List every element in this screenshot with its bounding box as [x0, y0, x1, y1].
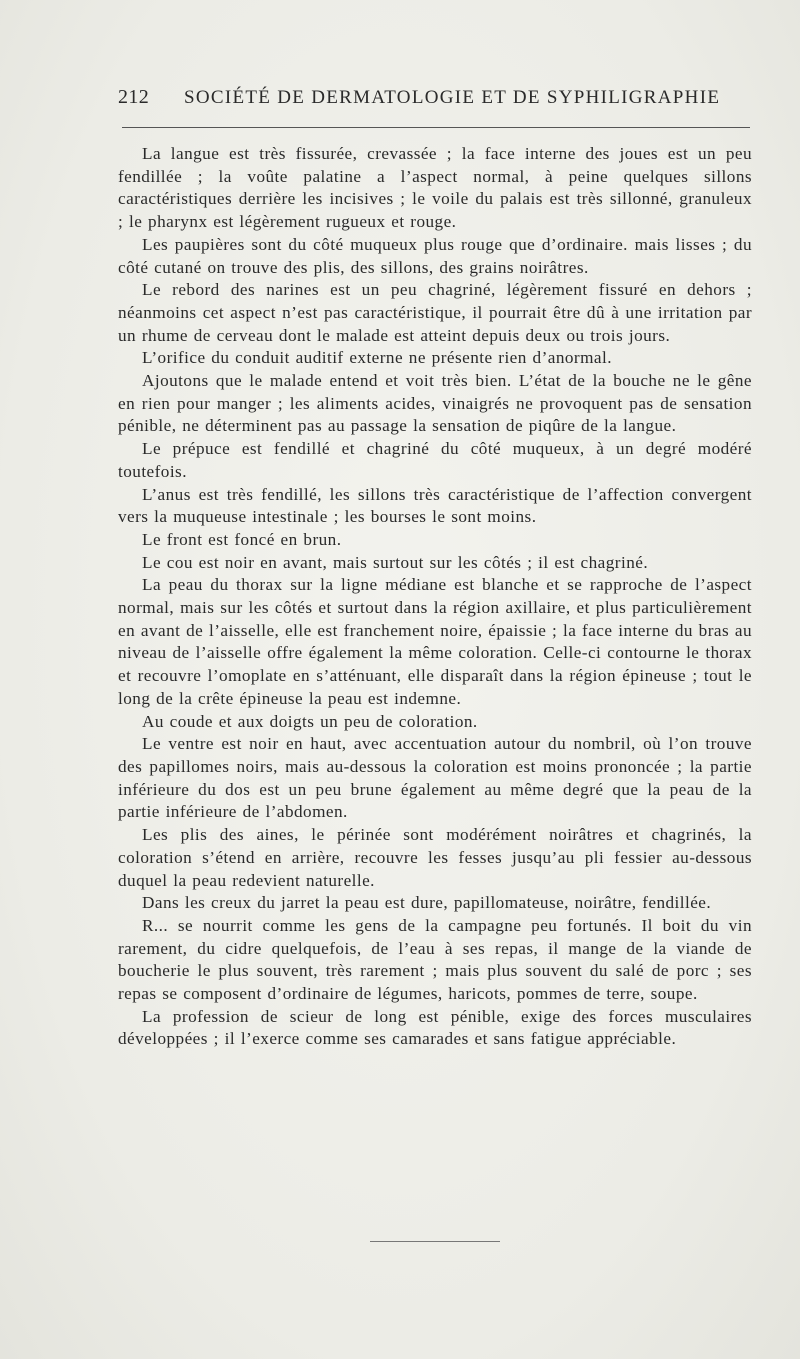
paragraph: Le rebord des narines est un peu chagriné, légèrement fissuré en dehors ; néanmoins cet aspect n’est pas caractéristique, il pourrait être dû à une irritation par un rhume de cerveau dont le malade est atteint depuis deux ou trois jours.	[118, 280, 752, 345]
paragraph: Les plis des aines, le périnée sont modérément noirâtres et chagrinés, la coloration s’étend en arrière, recouvre les fesses jusqu’au pli fessier au-dessous duquel la peau redevient naturelle.	[118, 825, 752, 890]
paragraph: Les paupières sont du côté muqueux plus rouge que d’ordinaire. mais lisses ; du côté cutané on trouve des plis, des sillons, des grains noirâtres.	[118, 234, 752, 277]
paragraph: La langue est très fissurée, crevassée ; la face interne des joues est un peu fendillée ; la voûte palatine a l’aspect normal, à peine quelques sillons caractéristiques derrière les incisives ; le voile du palais est très sillonné, granuleux ; le pharynx est légèrement rugueux et rouge.	[118, 144, 752, 232]
running-title: SOCIÉTÉ DE DERMATOLOGIE ET DE SYPHILIGRAPHIE	[184, 87, 721, 108]
paragraph: La peau du thorax sur la ligne médiane est blanche et se rapproche de l’aspect normal, mais sur les côtés et surtout dans la région axillaire, et plus particulièrement en avant de l’aisselle, elle est franchement noire, épaissie ; la face interne du bras au niveau de l’aisselle offre également la même coloration. Celle-ci contourne le thorax et recouvre l’omoplate en s’atténuant, elle disparaît dans la région épineuse ; tout le long de la crête épineuse la peau est indemne.	[118, 575, 752, 708]
paragraph: La profession de scieur de long est pénible, exige des forces musculaires développées ; il l’exerce comme ses camarades et sans fatigue appréciable.	[118, 1006, 752, 1049]
body-text	[118, 143, 752, 1051]
paragraph: L’orifice du conduit auditif externe ne présente rien d’anormal.	[142, 348, 612, 368]
paragraph: Le cou est noir en avant, mais surtout sur les côtés ; il est chagriné.	[142, 552, 649, 572]
header-rule	[122, 127, 750, 128]
paragraph: Le ventre est noir en haut, avec accentuation autour du nombril, où l’on trouve des papillomes noirs, mais au-dessous la coloration est moins prononcée ; la partie inférieure du dos est un peu brune également au même degré que la peau de la partie inférieure de l’abdomen.	[118, 734, 752, 822]
paragraph: Ajoutons que le malade entend et voit très bien. L’état de la bouche ne le gêne en rien pour manger ; les aliments acides, vinaigrés ne provoquent pas de sensation pénible, ne déterminent pas au passage la sensation de piqûre de la langue.	[118, 371, 752, 436]
paragraph: R... se nourrit comme les gens de la campagne peu fortunés. Il boit du vin rarement, du cidre quelquefois, de l’eau à ses repas, il mange de la viande de boucherie le plus souvent, très rarement ; mais plus souvent du salé de porc ; ses repas se composent d’ordinaire de légumes, haricots, pommes de terre, soupe.	[118, 915, 752, 1004]
paragraph: Le front est foncé en brun.	[142, 529, 342, 549]
page-number: 212	[118, 86, 150, 108]
paragraph: Au coude et aux doigts un peu de coloration.	[142, 711, 478, 731]
paragraph: L’anus est très fendillé, les sillons très caractéristique de l’affection convergent vers la muqueuse intestinale ; les bourses le sont moins.	[118, 484, 752, 527]
paragraph: Le prépuce est fendillé et chagriné du côté muqueux, à un degré modéré toutefois.	[118, 439, 752, 481]
paragraph: Dans les creux du jarret la peau est dure, papillomateuse, noirâtre, fendillée.	[142, 893, 712, 913]
end-rule	[370, 1241, 500, 1242]
